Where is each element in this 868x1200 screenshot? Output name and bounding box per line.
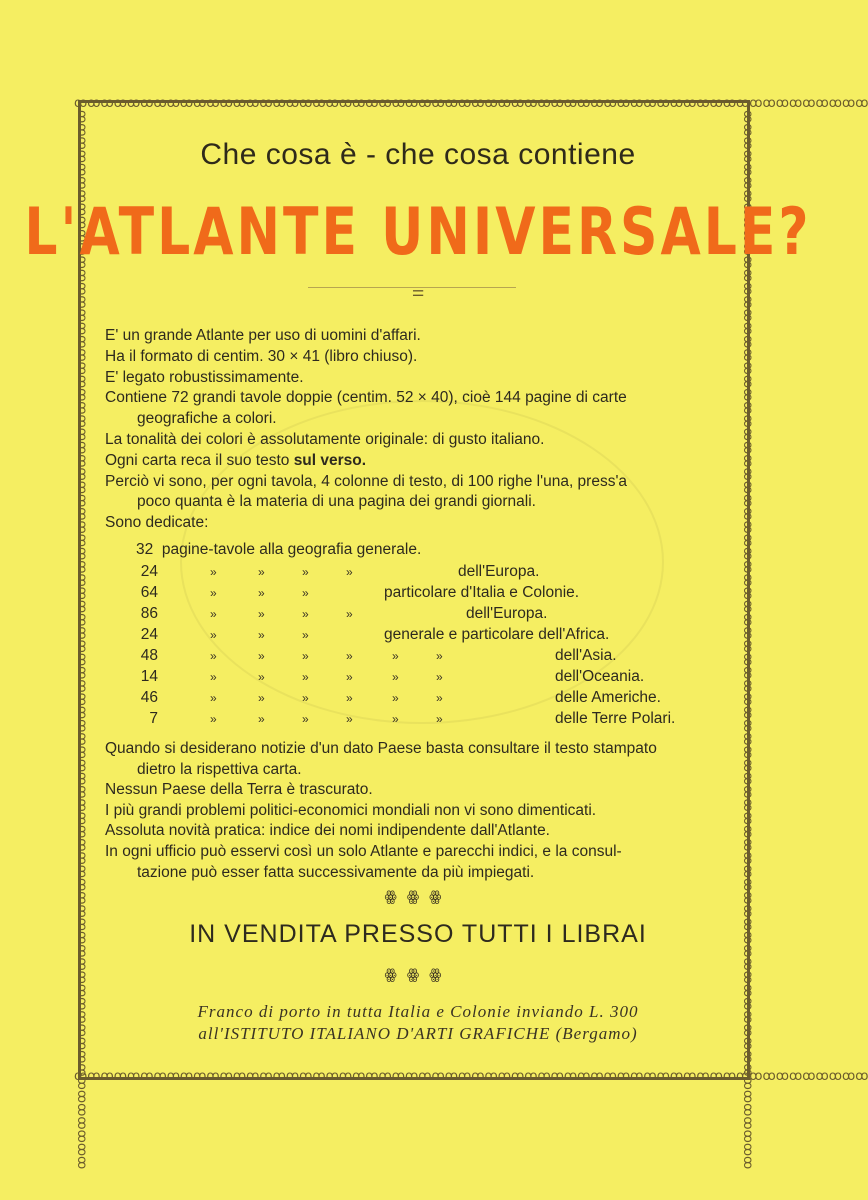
ditto-mark: »: [346, 607, 353, 621]
closing-line: tazione può esser fatta successivamente da più impiegati.: [137, 863, 535, 881]
closing-line: Assoluta novità pratica: indice dei nomi indipendente dall'Atlante.: [105, 822, 550, 840]
ditto-mark: »: [302, 628, 309, 642]
row-text: generale e particolare dell'Africa.: [384, 626, 610, 643]
ditto-mark: »: [258, 628, 265, 642]
intro-line: Sono dedicate:: [105, 514, 209, 532]
row-text: delle Americhe.: [555, 689, 661, 706]
closing-line: dietro la rispettiva carta.: [137, 760, 302, 778]
intro-bold-span: sul verso.: [293, 451, 367, 469]
row-text: pagine-tavole alla geografia generale.: [161, 541, 422, 558]
intro-line: Perciò vi sono, per ogni tavola, 4 colonne di testo, di 100 righe l'una, press'a: [105, 472, 628, 490]
ditto-mark: »: [258, 670, 265, 684]
ditto-mark: »: [210, 586, 217, 600]
ditto-mark: »: [302, 586, 309, 600]
intro-text-span: Ogni carta reca il suo testo: [105, 451, 290, 469]
ditto-mark: »: [302, 670, 309, 684]
page-subtitle: Che cosa è - che cosa contiene: [200, 138, 636, 171]
ornament-row-bottom: ꙮꙮꙮ: [384, 966, 452, 982]
sales-notice: IN VENDITA PRESSO TUTTI I LIBRAI: [189, 920, 647, 948]
ditto-mark: »: [392, 712, 399, 726]
row-text: delle Terre Polari.: [555, 710, 676, 727]
ditto-mark: »: [210, 628, 217, 642]
ditto-mark: »: [258, 649, 265, 663]
intro-text: [105, 326, 725, 534]
ditto-mark: »: [346, 649, 353, 663]
intro-line: poco quanta è la materia di una pagina dei grandi giornali.: [137, 493, 536, 511]
ornament-row-top: ꙮꙮꙮ: [384, 888, 452, 904]
ditto-mark: »: [392, 691, 399, 705]
border-top-ornament: ꝏꝏꝏꝏꝏꝏꝏꝏꝏꝏꝏꝏꝏꝏꝏꝏꝏꝏꝏꝏꝏꝏꝏꝏꝏꝏꝏꝏꝏꝏꝏꝏꝏꝏꝏꝏꝏꝏꝏꝏꝏꝏꝏꝏꝏꝏꝏꝏꝏꝏꝏꝏꝏꝏꝏꝏꝏꝏꝏꝏ: [74, 96, 868, 111]
ditto-mark: »: [210, 712, 217, 726]
closing-line: I più grandi problemi politici-economici mondiali non vi sono dimenticati.: [105, 801, 597, 819]
page-title: L'ATLANTE UNIVERSALE?: [24, 195, 812, 270]
border-bottom-ornament: ꝏꝏꝏꝏꝏꝏꝏꝏꝏꝏꝏꝏꝏꝏꝏꝏꝏꝏꝏꝏꝏꝏꝏꝏꝏꝏꝏꝏꝏꝏꝏꝏꝏꝏꝏꝏꝏꝏꝏꝏꝏꝏꝏꝏꝏꝏꝏꝏꝏꝏꝏꝏꝏꝏꝏꝏꝏꝏꝏꝏ: [74, 1069, 868, 1084]
border-right-ornament: ꝏꝏꝏꝏꝏꝏꝏꝏꝏꝏꝏꝏꝏꝏꝏꝏꝏꝏꝏꝏꝏꝏꝏꝏꝏꝏꝏꝏꝏꝏꝏꝏꝏꝏꝏꝏꝏꝏꝏꝏꝏꝏꝏꝏꝏꝏꝏꝏꝏꝏꝏꝏꝏꝏꝏꝏꝏꝏꝏꝏꝏꝏꝏꝏꝏꝏꝏꝏꝏꝏꝏꝏꝏꝏꝏꝏꝏꝏꝏꝏ: [740, 110, 755, 1170]
closing-line: In ogni ufficio può esservi così un solo Atlante e parecchi indici, e la consul-: [105, 842, 622, 860]
ditto-mark: »: [210, 670, 217, 684]
footer-line-2: all'ISTITUTO ITALIANO D'ARTI GRAFICHE (Bergamo): [198, 1024, 638, 1043]
row-number: 14: [140, 668, 158, 685]
row-number: 32: [136, 541, 154, 558]
ditto-mark: »: [302, 565, 309, 579]
row-text: particolare d'Italia e Colonie.: [384, 584, 580, 601]
ditto-mark: »: [210, 691, 217, 705]
row-text: dell'Asia.: [555, 647, 617, 664]
ditto-mark: »: [210, 649, 217, 663]
intro-line: geografiche a colori.: [137, 410, 277, 428]
ditto-mark: »: [258, 565, 265, 579]
border-left-ornament: ꝏꝏꝏꝏꝏꝏꝏꝏꝏꝏꝏꝏꝏꝏꝏꝏꝏꝏꝏꝏꝏꝏꝏꝏꝏꝏꝏꝏꝏꝏꝏꝏꝏꝏꝏꝏꝏꝏꝏꝏꝏꝏꝏꝏꝏꝏꝏꝏꝏꝏꝏꝏꝏꝏꝏꝏꝏꝏꝏꝏꝏꝏꝏꝏꝏꝏꝏꝏꝏꝏꝏꝏꝏꝏꝏꝏꝏꝏꝏꝏ: [74, 110, 89, 1170]
ditto-mark: »: [302, 691, 309, 705]
ditto-mark: »: [436, 649, 443, 663]
row-text: dell'Europa.: [466, 605, 548, 622]
intro-line: Contiene 72 grandi tavole doppie (centim. 52 × 40), cioè 144 pagine di carte: [105, 389, 627, 407]
ditto-mark: »: [436, 691, 443, 705]
ditto-mark: »: [302, 607, 309, 621]
closing-text: [105, 739, 730, 883]
closing-line: Quando si desiderano notizie d'un dato Paese basta consultare il testo stampato: [105, 740, 657, 757]
ditto-mark: »: [210, 607, 217, 621]
ditto-mark: »: [346, 565, 353, 579]
row-number: 46: [140, 689, 158, 706]
intro-line: Ha il formato di centim. 30 × 41 (libro chiuso).: [105, 347, 418, 365]
ditto-mark: »: [302, 649, 309, 663]
intro-line: E' un grande Atlante per uso di uomini d'affari.: [105, 327, 421, 344]
dedicate-first-row: [136, 541, 421, 559]
closing-line: Nessun Paese della Terra è trascurato.: [105, 781, 373, 799]
row-number: 24: [140, 626, 158, 643]
ditto-mark: »: [346, 691, 353, 705]
ditto-mark: »: [346, 712, 353, 726]
row-number: 48: [140, 647, 158, 664]
intro-line: La tonalità dei colori è assolutamente originale: di gusto italiano.: [105, 430, 545, 448]
intro-line: [105, 451, 725, 472]
ditto-mark: »: [302, 712, 309, 726]
intro-line: E' legato robustissimamente.: [105, 368, 304, 386]
row-number: 86: [140, 605, 158, 622]
ditto-mark: »: [436, 712, 443, 726]
ditto-mark: »: [258, 607, 265, 621]
ditto-mark: »: [392, 670, 399, 684]
ditto-mark: »: [258, 691, 265, 705]
ditto-mark: »: [258, 712, 265, 726]
row-number: 24: [140, 563, 158, 580]
row-number: 64: [140, 584, 158, 601]
ditto-mark: »: [258, 586, 265, 600]
row-text: dell'Europa.: [458, 563, 540, 580]
row-text: dell'Oceania.: [555, 668, 645, 685]
ditto-mark: »: [210, 565, 217, 579]
ditto-mark: »: [436, 670, 443, 684]
ditto-mark: »: [346, 670, 353, 684]
row-number: 7: [149, 710, 158, 727]
footer-line-1: Franco di porto in tutta Italia e Colonie inviando L. 300: [197, 1002, 639, 1021]
divider-ornament: ⚌: [411, 283, 425, 299]
ditto-mark: »: [392, 649, 399, 663]
